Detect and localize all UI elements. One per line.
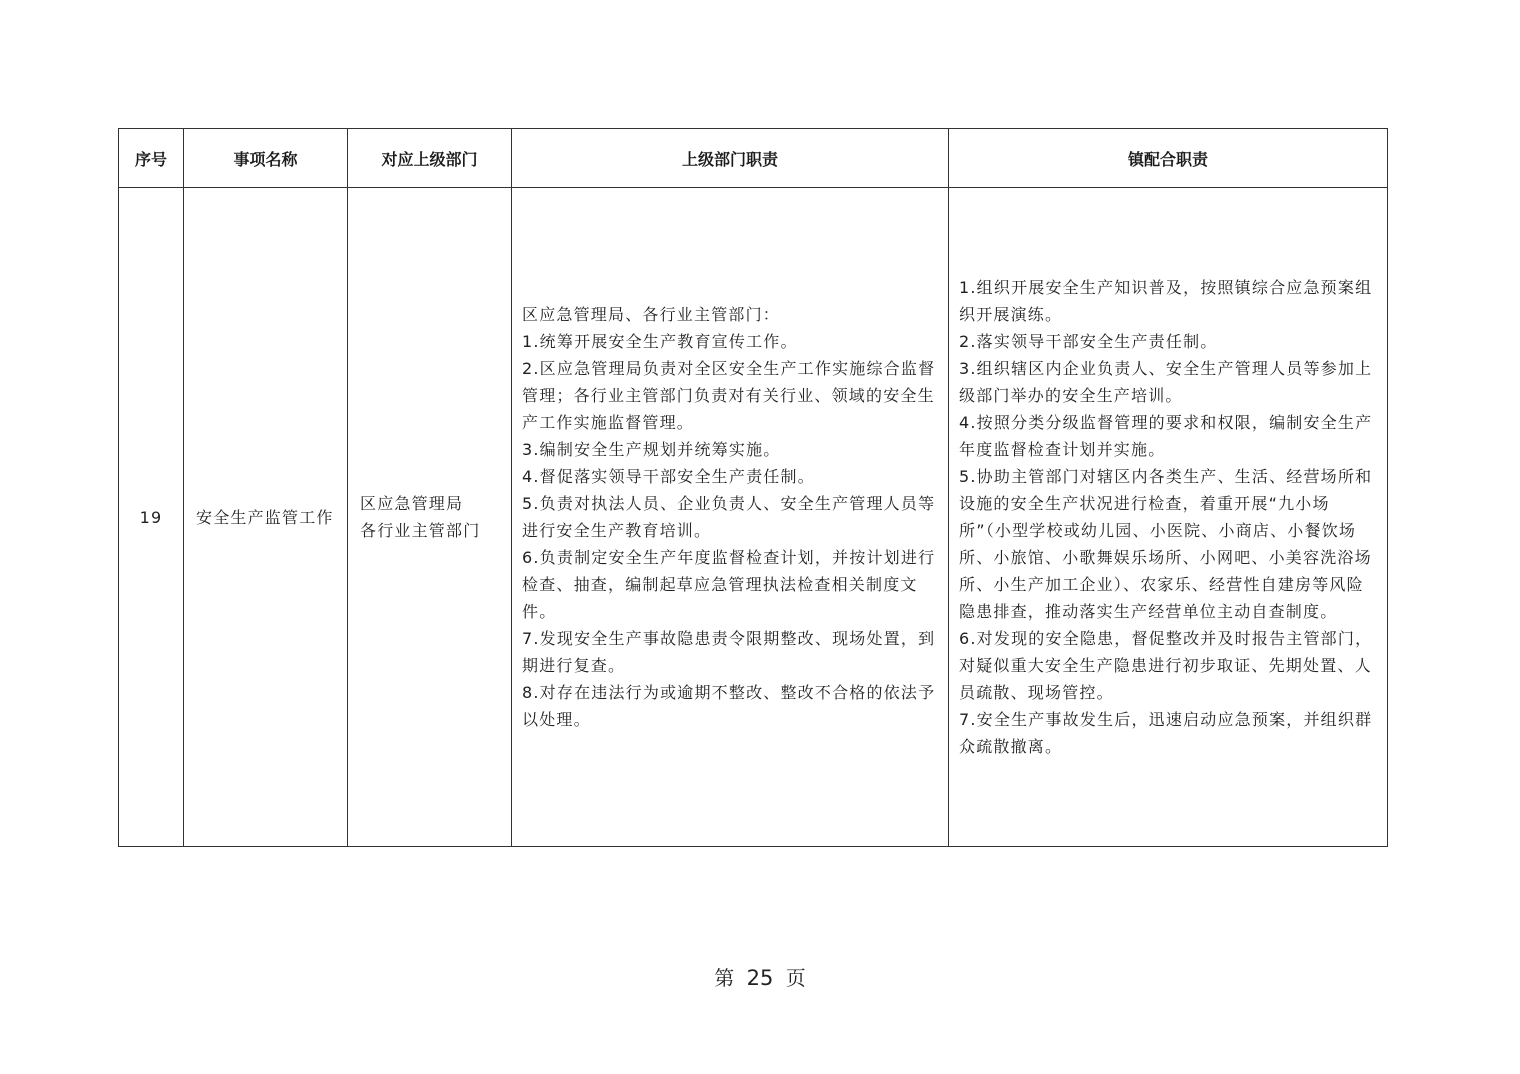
dept-line: 区应急管理局 [360,494,464,513]
town-duty-line: 2.落实领导干部安全生产责任制。 [959,332,1218,351]
town-duty-line: 1.组织开展安全生产知识普及，按照镇综合应急预案组织开展演练。 [959,278,1373,324]
upper-duty-line: 1.统筹开展安全生产教育宣传工作。 [522,332,798,351]
upper-duty-line: 6.负责制定安全生产年度监督检查计划，并按计划进行检查、抽查，编制起草应急管理执法检查相关制度文件。 [522,548,936,621]
upper-dept-cell [348,188,512,847]
dept-line: 各行业主管部门 [360,521,481,540]
header-index: 序号 [119,129,184,188]
header-upper-duties: 上级部门职责 [512,129,949,188]
upper-duties-cell [512,188,949,847]
town-duties-cell [949,188,1388,847]
row-index: 19 [119,188,184,847]
item-name: 安全生产监管工作 [184,188,348,847]
header-item-name: 事项名称 [184,129,348,188]
town-duty-line: 4.按照分类分级监督管理的要求和权限，编制安全生产年度监督检查计划并实施。 [959,413,1373,459]
upper-duty-line: 2.区应急管理局负责对全区安全生产工作实施综合监督管理；各行业主管部门负责对有关行业、领域的安全生产工作实施监督管理。 [522,359,936,432]
upper-duty-line: 5.负责对执法人员、企业负责人、安全生产管理人员等进行安全生产教育培训。 [522,494,936,540]
town-duty-line: 6.对发现的安全隐患，督促整改并及时报告主管部门，对疑似重大安全生产隐患进行初步取证、先期处置、人员疏散、现场管控。 [959,629,1373,702]
town-duty-line: 3.组织辖区内企业负责人、安全生产管理人员等参加上级部门举办的安全生产培训。 [959,359,1373,405]
table-header-row [119,129,1388,188]
upper-duty-line: 3.编制安全生产规划并统筹实施。 [522,440,781,459]
town-duty-line: 7.安全生产事故发生后，迅速启动应急预案，并组织群众疏散撤离。 [959,710,1373,756]
page-suffix: 页 [785,966,806,990]
upper-duty-line: 8.对存在违法行为或逾期不整改、整改不合格的依法予以处理。 [522,683,936,729]
page-footer [0,962,1520,991]
upper-duty-line: 4.督促落实领导干部安全生产责任制。 [522,467,815,486]
page-number: 25 [746,966,774,990]
header-upper-dept: 对应上级部门 [348,129,512,188]
upper-duty-line: 区应急管理局、各行业主管部门： [522,305,781,324]
upper-duty-line: 7.发现安全生产事故隐患责令限期整改、现场处置，到期进行复查。 [522,629,936,675]
header-town-duties: 镇配合职责 [949,129,1388,188]
table-row [119,188,1388,847]
duty-table [118,128,1388,847]
page-prefix: 第 [714,966,735,990]
town-duty-line: 5.协助主管部门对辖区内各类生产、生活、经营场所和设施的安全生产状况进行检查，着重开展“九小场所”（小型学校或幼儿园、小医院、小商店、小餐饮场所、小旅馆、小歌舞娱乐场所、小网吧、小美容洗浴场所、小生产加工企业）、农家乐、经营性自建房等风险隐患排查，推动落实生产经营单位主动自查制度。 [959,467,1373,621]
